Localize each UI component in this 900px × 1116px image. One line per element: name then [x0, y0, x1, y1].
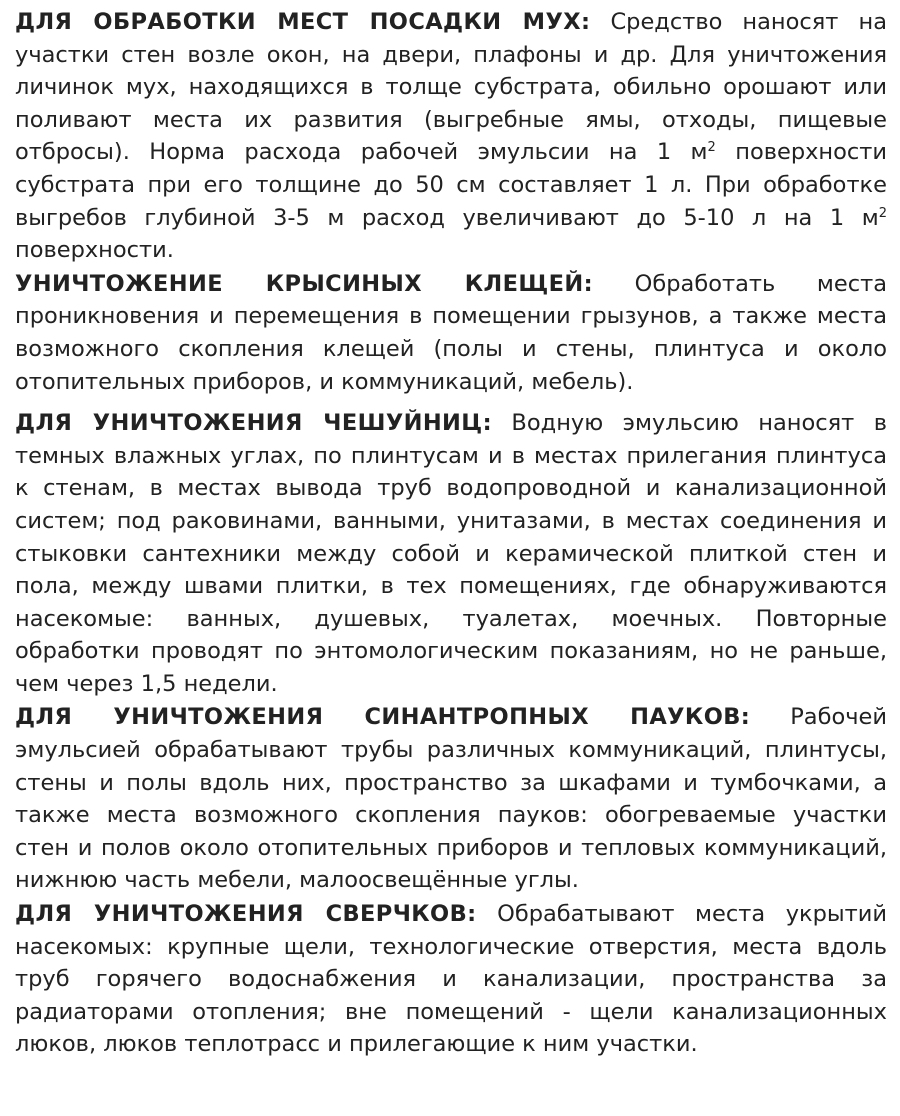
section-heading-silverfish: ДЛЯ УНИЧТОЖЕНИЯ ЧЕШУЙНИЦ: — [15, 410, 492, 437]
superscript-squared: 2 — [878, 205, 887, 221]
section-text-rat-mites: Обработать места проникновения и перемещения в помещении грызунов, а также места возможного скопления клещей (полы и стены, плинтуса и около отопительных приборов, и коммуникаций, мебель). — [15, 270, 887, 395]
section-text-silverfish: Водную эмульсию наносят в темных влажных углах, по плинтусам и в местах прилегания плинтуса к стенам, в местах вывода труб водопроводной и канализационной систем; под раковинами, ванными, унитазами, в местах соединения и стыковки сантехники между собой и керамической плиткой стен и пола, между швами плитки, в тех помещениях, где обнаруживаются насекомые: ванных, душевых, туалетах, моечных. Повторные обработки проводят по энтомологическим показаниям, но не раньше, чем через 1,5 недели. — [15, 410, 888, 697]
section-rat-mites — [15, 268, 887, 398]
section-text-flies-part1: Средство наносят на участки стен возле окон, на двери, плафоны и др. Для уничтожения личинок мух, находящихся в толще субстрата, обильно орошают или поливают места их развития (выгребные ямы, отходы, пищевые отбросы). Норма расхода рабочей эмульсии на 1 м — [15, 9, 887, 166]
section-crickets — [15, 898, 887, 1061]
section-flies — [15, 6, 887, 267]
section-spiders — [15, 701, 887, 897]
instructions-document — [15, 6, 887, 1061]
section-text-flies-part2: поверхности субстрата при его толщине до 50 см составляет 1 л. При обработке выгребов глубиной 3-5 м расход увеличивают до 5-10 л на 1 м — [15, 139, 887, 231]
section-text-spiders: Рабочей эмульсией обрабатывают трубы различных коммуникаций, плинтусы, стены и полы вдоль них, пространство за шкафами и тумбочками, а также места возможного скопления пауков: обогреваемые участки стен и полов около отопительных приборов и тепловых коммуникаций, нижнюю часть мебели, малоосвещённые углы. — [15, 704, 887, 894]
section-heading-rat-mites: УНИЧТОЖЕНИЕ КРЫСИНЫХ КЛЕЩЕЙ: — [15, 270, 594, 297]
section-heading-crickets: ДЛЯ УНИЧТОЖЕНИЯ СВЕРЧКОВ: — [15, 901, 477, 928]
section-text-flies-part3: поверхности. — [15, 237, 174, 264]
section-heading-flies: ДЛЯ ОБРАБОТКИ МЕСТ ПОСАДКИ МУХ: — [15, 9, 591, 35]
section-heading-spiders: ДЛЯ УНИЧТОЖЕНИЯ СИНАНТРОПНЫХ ПАУКОВ: — [15, 704, 751, 731]
superscript-squared: 2 — [707, 140, 716, 156]
section-silverfish — [15, 407, 887, 700]
section-text-crickets: Обрабатывают места укрытий насекомых: крупные щели, технологические отверстия, места вдоль труб горячего водоснабжения и канализации, пространства за радиаторами отопления; вне помещений - щели канализационных люков, люков теплотрасс и прилегающие к ним участки. — [15, 901, 887, 1058]
